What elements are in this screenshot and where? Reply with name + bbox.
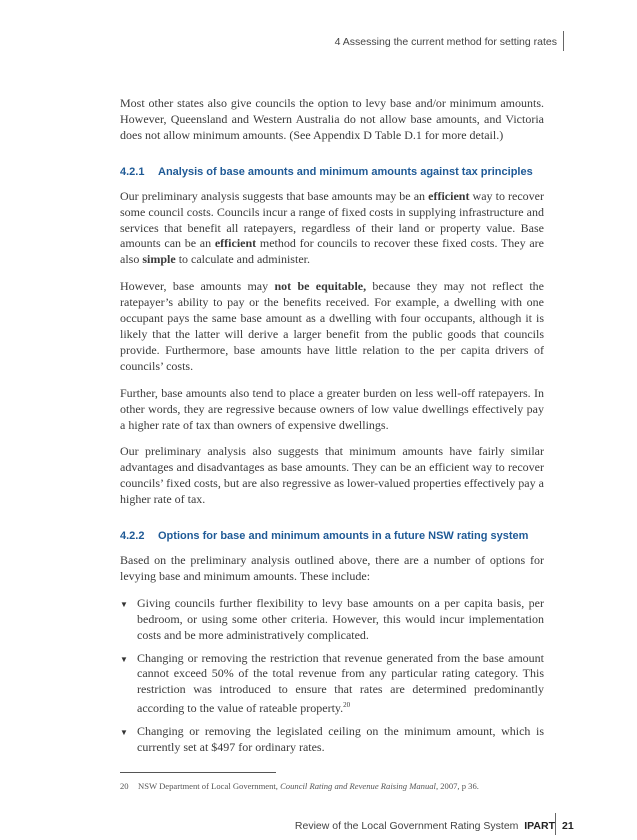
footnote-reference[interactable]: 20 [343, 701, 351, 710]
footnote-number: 20 [120, 781, 129, 791]
list-item-text: Changing or removing the legislated ceiling on the minimum amount, which is currently set at $497 for ordinary rates. [137, 724, 544, 755]
triangle-bullet-icon: ▼ [120, 599, 128, 609]
section-number: 4.2.1 [120, 165, 145, 178]
section1-paragraph-1 [120, 189, 544, 269]
page-number: 21 [562, 820, 574, 832]
footnote-text: , 2007, p 36. [435, 781, 479, 791]
triangle-bullet-icon: ▼ [120, 654, 128, 664]
text-run: Our preliminary analysis suggests that base amounts may be an [120, 188, 429, 203]
section1-paragraph-2 [120, 279, 544, 374]
text-run: because they may not reflect the ratepayer’s ability to pay or the benefits received. For example, a dwelling with one occupant pays the same base amount as a dwelling with four occupants, although it is likely that the latter will derive a larger benefit from the public goods that councils provide. Furthermore, base amounts have little relation to the per capita drivers of councils’ costs. [120, 279, 544, 373]
text-run: way to recover some council costs. Councils incur a range of fixed costs in supplying infrastructure and services that benefit all ratepayers, regardless of their land or property value. Base amounts can be an [120, 188, 545, 251]
section-title: Analysis of base amounts and minimum amounts against tax principles [158, 165, 533, 178]
footnote-text: NSW Department of Local Government, [138, 781, 281, 791]
options-list [120, 596, 544, 756]
list-item [120, 651, 544, 718]
text-run: to calculate and administer. [175, 252, 310, 267]
section1-paragraph-3: Further, base amounts also tend to place a greater burden on less well-off ratepayers. In other words, they are regressive because owners of low value dwellings effectively pay a higher rate of tax than owners of expensive dwellings. [120, 385, 544, 432]
bold-term: not be equitable, [274, 279, 367, 294]
list-item-text: Giving councils further flexibility to levy base amounts on a per capita basis, per bedroom, or using some other criteria. However, this would incur implementation costs and be more administratively complicated. [137, 595, 544, 642]
text-run: However, base amounts may [120, 279, 275, 294]
bold-term: efficient [214, 236, 257, 251]
section-title: Options for base and minimum amounts in a future NSW rating system [158, 530, 529, 543]
bold-term: simple [142, 252, 176, 267]
text-run: method for councils to recover these fixed costs. They are also [120, 236, 545, 267]
list-item [120, 724, 544, 756]
section2-paragraph-1: Based on the preliminary analysis outlined above, there are a number of options for levying base and minimum amounts. These include: [120, 553, 544, 583]
section-4-2-1-heading [120, 166, 544, 178]
section-number: 4.2.2 [120, 530, 145, 543]
triangle-bullet-icon: ▼ [120, 728, 128, 738]
intro-paragraph: Most other states also give councils the option to levy base and/or minimum amounts. However, Queensland and Western Australia do not allow base amounts, and Victoria does not allow minimum amounts. (See Appendix D Table D.1 for more detail.) [120, 96, 544, 142]
footer-title: Review of the Local Government Rating System [294, 820, 519, 832]
footnote [120, 781, 550, 791]
footer-divider [555, 813, 556, 835]
header-divider [563, 31, 564, 51]
page-body [120, 96, 544, 763]
section-4-2-2-heading [120, 530, 544, 542]
section1-paragraph-4: Our preliminary analysis also suggests that minimum amounts have fairly similar advantages and disadvantages as base amounts. They can be an efficient way to recover councils’ fixed costs, but are also regressive as lower-valued properties effectively pay a higher rate of tax. [120, 444, 544, 507]
running-header: 4 Assessing the current method for setting rates [334, 36, 557, 48]
footer-org: IPART [524, 820, 555, 832]
list-item [120, 596, 544, 644]
list-item-text: Changing or removing the restriction that revenue generated from the base amount cannot exceed 50% of the total revenue from any particular rating category. This restriction was introduced to ensure that rates are determined predominantly according to the value of rateable property. [137, 650, 544, 716]
footnote-publication-title: Council Rating and Revenue Raising Manual [280, 781, 436, 791]
running-footer [295, 820, 555, 832]
bold-term: efficient [428, 188, 470, 203]
footnote-divider [120, 772, 276, 773]
